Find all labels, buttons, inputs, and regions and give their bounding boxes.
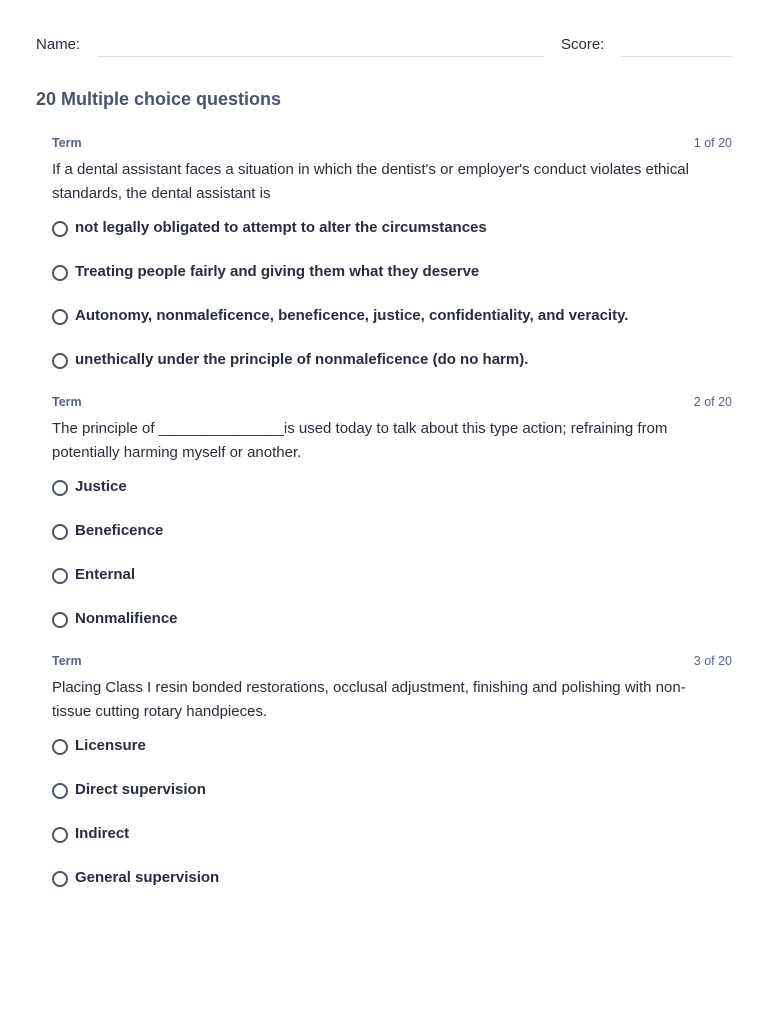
- radio-button-icon[interactable]: [52, 739, 68, 755]
- answer-option-label: Direct supervision: [75, 781, 206, 798]
- answer-option[interactable]: [52, 523, 732, 567]
- question-text: The principle of _______________is used today to talk about this type action; refraining from potentially harming myself or another.: [52, 420, 668, 461]
- score-field[interactable]: [621, 56, 732, 57]
- answer-options: [52, 220, 732, 396]
- question-text: If a dental assistant faces a situation in which the dentist's or employer's conduct violates ethical standards, the dental assistant is: [52, 161, 689, 202]
- answer-option[interactable]: [52, 782, 732, 826]
- radio-button-icon[interactable]: [52, 221, 68, 237]
- radio-button-icon[interactable]: [52, 309, 68, 325]
- answer-options: [52, 738, 732, 914]
- radio-button-icon[interactable]: [52, 353, 68, 369]
- radio-button-icon[interactable]: [52, 827, 68, 843]
- question-counter: 3 of 20: [693, 654, 732, 668]
- question-type-label: Term: [52, 395, 82, 409]
- radio-button-icon[interactable]: [52, 524, 68, 540]
- question-card: [52, 395, 732, 655]
- answer-option[interactable]: [52, 264, 732, 308]
- radio-button-icon[interactable]: [52, 265, 68, 281]
- answer-option[interactable]: [52, 738, 732, 782]
- header-row: [36, 36, 732, 58]
- answer-option-label: unethically under the principle of nonmaleficence (do no harm).: [75, 351, 529, 368]
- question-card: [52, 136, 732, 396]
- answer-option-label: Treating people fairly and giving them what they deserve: [75, 263, 480, 280]
- answer-option[interactable]: [52, 826, 732, 870]
- answer-option-label: Nonmalifience: [75, 610, 178, 627]
- radio-button-icon[interactable]: [52, 480, 68, 496]
- answer-option-label: Licensure: [75, 737, 146, 754]
- answer-option[interactable]: [52, 220, 732, 264]
- answer-option[interactable]: [52, 611, 732, 655]
- answer-option[interactable]: [52, 308, 732, 352]
- score-label: Score:: [561, 36, 605, 53]
- answer-option[interactable]: [52, 567, 732, 611]
- answer-option-label: General supervision: [75, 869, 220, 886]
- answer-option-label: Beneficence: [75, 522, 164, 539]
- radio-button-icon[interactable]: [52, 871, 68, 887]
- answer-option[interactable]: [52, 352, 732, 396]
- radio-button-icon[interactable]: [52, 568, 68, 584]
- question-card: [52, 654, 732, 914]
- answer-option-label: Autonomy, nonmaleficence, beneficence, justice, confidentiality, and veracity.: [75, 307, 629, 324]
- name-field[interactable]: [98, 56, 544, 57]
- answer-option-label: Justice: [75, 478, 127, 495]
- answer-option-label: Indirect: [75, 825, 130, 842]
- answer-option-label: Enternal: [75, 566, 136, 583]
- question-text: Placing Class I resin bonded restorations, occlusal adjustment, finishing and polishing with non-tissue cutting rotary handpieces.: [52, 679, 686, 720]
- answer-option-label: not legally obligated to attempt to alter the circumstances: [75, 219, 487, 236]
- question-type-label: Term: [52, 136, 82, 150]
- name-label: Name:: [36, 36, 81, 53]
- section-title: 20 Multiple choice questions: [36, 89, 282, 109]
- radio-button-icon[interactable]: [52, 612, 68, 628]
- question-counter: 1 of 20: [693, 136, 732, 150]
- radio-button-icon[interactable]: [52, 783, 68, 799]
- answer-options: [52, 479, 732, 655]
- question-type-label: Term: [52, 654, 82, 668]
- answer-option[interactable]: [52, 870, 732, 914]
- answer-option[interactable]: [52, 479, 732, 523]
- question-counter: 2 of 20: [693, 395, 732, 409]
